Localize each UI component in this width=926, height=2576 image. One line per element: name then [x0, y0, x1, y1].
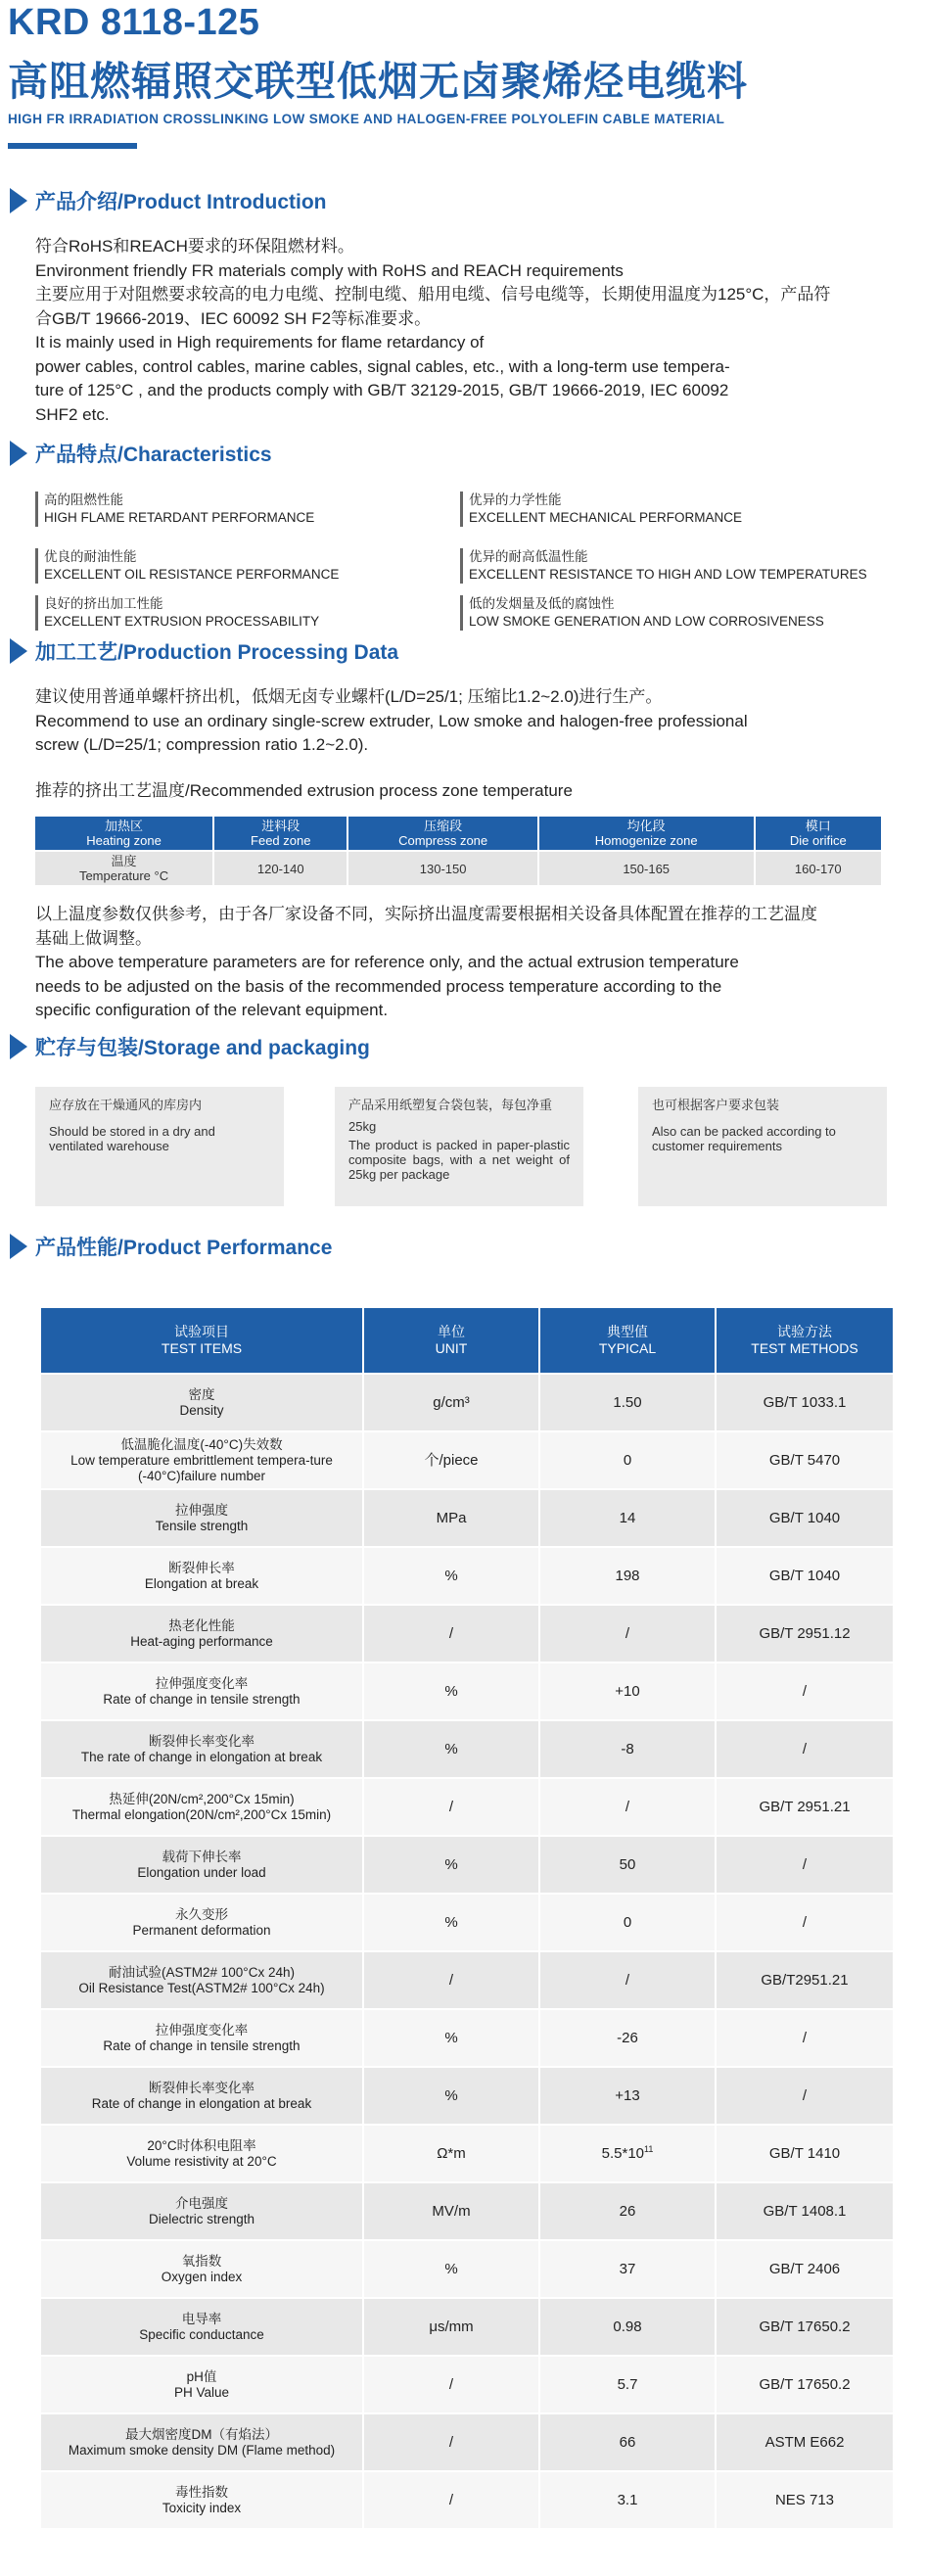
header-cell: 典型值 TYPICAL [539, 1307, 716, 1374]
storage-box: 应存放在干燥通风的库房内 Should be stored in a dry and ventilated warehouse [35, 1087, 284, 1206]
method-cell: NES 713 [716, 2471, 894, 2529]
test-item-cell: 拉伸强度变化率 Rate of change in tensile strength [40, 1663, 363, 1720]
method-cell: GB/T 1408.1 [716, 2182, 894, 2240]
feature-item: 优良的耐油性能 EXCELLENT OIL RESISTANCE PERFORMANCE [35, 548, 455, 584]
intro-line: 合GB/T 19666-2019、IEC 60092 SH F2等标准要求。 [35, 308, 432, 328]
feature-item: 高的阻燃性能 HIGH FLAME RETARDANT PERFORMANCE [35, 492, 455, 527]
typical-cell: 50 [539, 1836, 716, 1894]
table-row [40, 2413, 894, 2471]
section-heading-characteristics: 产品特点/Characteristics [10, 439, 272, 468]
test-item-cell: 最大烟密度DM（有焰法） Maximum smoke density DM (Flame method) [40, 2413, 363, 2471]
test-item-cell: 热延伸(20N/cm²,200°Cx 15min) Thermal elongation(20N/cm²,200°Cx 15min) [40, 1778, 363, 1836]
storage-box: 产品采用纸塑复合袋包装，每包净重25kg The product is packed in paper-plastic composite bags, with a net weight of 25kg per package [335, 1087, 583, 1206]
table-row [40, 1431, 894, 1489]
performance-table [39, 1306, 895, 2530]
unit-cell: % [363, 2240, 539, 2298]
page-title-en: HIGH FR IRRADIATION CROSSLINKING LOW SMOKE AND HALOGEN-FREE POLYOLEFIN CABLE MATERIAL [8, 112, 725, 126]
method-cell: GB/T 2406 [716, 2240, 894, 2298]
test-item-cell: 20°C时体积电阻率 Volume resistivity at 20°C [40, 2125, 363, 2182]
temp-caption: 推荐的挤出工艺温度/Recommended extrusion process zone temperature [35, 781, 573, 800]
method-cell: GB/T 1040 [716, 1489, 894, 1547]
title-underline [8, 143, 137, 149]
table-header-row [34, 816, 882, 851]
typical-cell: -26 [539, 2009, 716, 2067]
test-item-cell: 拉伸强度变化率 Rate of change in tensile strength [40, 2009, 363, 2067]
table-row [40, 1951, 894, 2009]
triangle-bullet-icon [10, 188, 27, 213]
unit-cell: g/cm³ [363, 1374, 539, 1431]
triangle-bullet-icon [10, 1234, 27, 1259]
triangle-bullet-icon [10, 441, 27, 466]
test-item-cell: pH值 PH Value [40, 2356, 363, 2413]
typical-cell: -8 [539, 1720, 716, 1778]
table-row [40, 1894, 894, 1951]
table-row [40, 1374, 894, 1431]
test-item-cell: 断裂伸长率变化率 The rate of change in elongation at break [40, 1720, 363, 1778]
test-item-cell: 断裂伸长率 Elongation at break [40, 1547, 363, 1605]
method-cell: / [716, 1836, 894, 1894]
table-row [40, 2067, 894, 2125]
table-row [40, 2356, 894, 2413]
table-row [40, 1489, 894, 1547]
unit-cell: % [363, 1720, 539, 1778]
table-cell: 150-165 [538, 851, 755, 886]
unit-cell: / [363, 2413, 539, 2471]
test-item-cell: 氧指数 Oxygen index [40, 2240, 363, 2298]
unit-cell: % [363, 1836, 539, 1894]
method-cell: GB/T 1033.1 [716, 1374, 894, 1431]
header-cell: 压缩段 Compress zone [347, 816, 537, 851]
intro-line: Environment friendly FR materials comply with RoHS and REACH requirements [35, 260, 624, 280]
typical-cell: 14 [539, 1489, 716, 1547]
typical-cell: 0.98 [539, 2298, 716, 2356]
test-item-cell: 密度 Density [40, 1374, 363, 1431]
typical-cell: 5.7 [539, 2356, 716, 2413]
method-cell: GB/T 5470 [716, 1431, 894, 1489]
method-cell: ASTM E662 [716, 2413, 894, 2471]
product-code: KRD 8118-125 [8, 2, 260, 43]
typical-cell: 0 [539, 1894, 716, 1951]
test-item-cell: 介电强度 Dielectric strength [40, 2182, 363, 2240]
test-item-cell: 永久变形 Permanent deformation [40, 1894, 363, 1951]
method-cell: GB/T 17650.2 [716, 2298, 894, 2356]
triangle-bullet-icon [10, 638, 27, 664]
processing-text: 建议使用普通单螺杆挤出机，低烟无卤专业螺杆(L/D=25/1; 压缩比1.2~2.0)进行生产。 Recommend to use an ordinary single-screw extruder, Low smoke and halogen-free professional screw (L/D=25/1; compression ratio 1.2~2.0). [35, 687, 748, 754]
typical-cell: / [539, 1778, 716, 1836]
table-row [40, 2009, 894, 2067]
feature-item: 优异的耐高低温性能 EXCELLENT RESISTANCE TO HIGH AND LOW TEMPERATURES [460, 548, 880, 584]
intro-line: power cables, control cables, marine cables, signal cables, etc., with a long-term use tempera- [35, 356, 730, 376]
method-cell: / [716, 1720, 894, 1778]
method-cell: GB/T 1040 [716, 1547, 894, 1605]
processing-note: 以上温度参数仅供参考，由于各厂家设备不同，实际挤出温度需要根据相关设备具体配置在推荐的工艺温度 基础上做调整。 The above temperature parameters are for reference only, and the actual extrusion temperature needs to be adjusted on the basis of the recommended process temperature according to the specific configuration of the relevant equipment. [35, 905, 817, 1019]
page-title-cn: 高阻燃辐照交联型低烟无卤聚烯烃电缆料 [8, 59, 748, 104]
method-cell: GB/T 2951.21 [716, 1778, 894, 1836]
unit-cell: % [363, 2009, 539, 2067]
table-row [40, 1778, 894, 1836]
header-cell: 模口 Die orifice [755, 816, 882, 851]
unit-cell: % [363, 1663, 539, 1720]
table-row [40, 1836, 894, 1894]
typical-cell: 1.50 [539, 1374, 716, 1431]
typical-cell: 198 [539, 1547, 716, 1605]
table-cell: 130-150 [347, 851, 537, 886]
test-item-cell: 毒性指数 Toxicity index [40, 2471, 363, 2529]
table-row [40, 1547, 894, 1605]
unit-cell: % [363, 2067, 539, 2125]
typical-cell: +13 [539, 2067, 716, 2125]
unit-cell: / [363, 1778, 539, 1836]
feature-item: 良好的挤出加工性能 EXCELLENT EXTRUSION PROCESSABILITY [35, 595, 455, 631]
unit-cell: 个/piece [363, 1431, 539, 1489]
test-item-cell: 热老化性能 Heat-aging performance [40, 1605, 363, 1663]
typical-cell: $5.5*10^{11}$ [539, 2125, 716, 2182]
header-cell: 试验项目 TEST ITEMS [40, 1307, 363, 1374]
intro-line: 主要应用于对阻燃要求较高的电力电缆、控制电缆、船用电缆、信号电缆等，长期使用温度为125°C，产品符 [35, 285, 831, 304]
storage-box: 也可根据客户要求包装 Also can be packed according to customer requirements [638, 1087, 887, 1206]
intro-line: ture of 125°C , and the products comply with GB/T 32129-2015, GB/T 19666-2019, IEC 60092 [35, 381, 729, 399]
method-cell: / [716, 2009, 894, 2067]
table-header-row [40, 1307, 894, 1374]
typical-cell: / [539, 1605, 716, 1663]
unit-cell: / [363, 1605, 539, 1663]
section-heading-performance: 产品性能/Product Performance [10, 1232, 332, 1261]
typical-cell: 37 [539, 2240, 716, 2298]
header-cell: 试验方法 TEST METHODS [716, 1307, 894, 1374]
section-heading-storage: 贮存与包装/Storage and packaging [10, 1032, 370, 1061]
section-heading-intro: 产品介绍/Product Introduction [10, 186, 326, 215]
unit-cell: / [363, 2471, 539, 2529]
table-cell: 160-170 [755, 851, 882, 886]
feature-item: 低的发烟量及低的腐蚀性 LOW SMOKE GENERATION AND LOW CORROSIVENESS [460, 595, 880, 631]
header-cell: 单位 UNIT [363, 1307, 539, 1374]
table-row [40, 2298, 894, 2356]
method-cell: GB/T 17650.2 [716, 2356, 894, 2413]
intro-line: 符合RoHS和REACH要求的环保阻燃材料。 [35, 237, 354, 256]
typical-cell: 26 [539, 2182, 716, 2240]
header-cell: 加热区 Heating zone [34, 816, 213, 851]
typical-cell: / [539, 1951, 716, 2009]
unit-cell: MPa [363, 1489, 539, 1547]
test-item-cell: 低温脆化温度(-40°C)失效数 Low temperature embrittlement tempera-ture (-40°C)failure number [40, 1431, 363, 1489]
test-item-cell: 电导率 Specific conductance [40, 2298, 363, 2356]
method-cell: GB/T2951.21 [716, 1951, 894, 2009]
header-cell: 进料段 Feed zone [213, 816, 347, 851]
intro-line: SHF2 etc. [35, 404, 110, 424]
table-row [40, 2182, 894, 2240]
unit-cell: μs/mm [363, 2298, 539, 2356]
unit-cell: % [363, 1547, 539, 1605]
typical-cell: 0 [539, 1431, 716, 1489]
unit-cell: / [363, 2356, 539, 2413]
test-item-cell: 耐油试验(ASTM2# 100°Cx 24h) Oil Resistance Test(ASTM2# 100°Cx 24h) [40, 1951, 363, 2009]
typical-cell: 66 [539, 2413, 716, 2471]
method-cell: / [716, 2067, 894, 2125]
process-temperature-table [33, 815, 883, 887]
unit-cell: Ω*m [363, 2125, 539, 2182]
table-row [40, 1663, 894, 1720]
table-row [40, 2471, 894, 2529]
header-cell: 均化段 Homogenize zone [538, 816, 755, 851]
method-cell: / [716, 1663, 894, 1720]
typical-cell: 3.1 [539, 2471, 716, 2529]
table-row [40, 2240, 894, 2298]
intro-line: It is mainly used in High requirements for flame retardancy of [35, 333, 485, 351]
triangle-bullet-icon [10, 1034, 27, 1059]
table-row [34, 851, 882, 886]
test-item-cell: 断裂伸长率变化率 Rate of change in elongation at break [40, 2067, 363, 2125]
table-row [40, 1605, 894, 1663]
test-item-cell: 载荷下伸长率 Elongation under load [40, 1836, 363, 1894]
table-row [40, 1720, 894, 1778]
method-cell: GB/T 1410 [716, 2125, 894, 2182]
row-label: 温度 Temperature °C [34, 851, 213, 886]
method-cell: / [716, 1894, 894, 1951]
unit-cell: MV/m [363, 2182, 539, 2240]
feature-item: 优异的力学性能 EXCELLENT MECHANICAL PERFORMANCE [460, 492, 880, 527]
unit-cell: / [363, 1951, 539, 2009]
method-cell: GB/T 2951.12 [716, 1605, 894, 1663]
typical-cell: +10 [539, 1663, 716, 1720]
unit-cell: % [363, 1894, 539, 1951]
table-row [40, 2125, 894, 2182]
intro-text [35, 235, 885, 427]
table-cell: 120-140 [213, 851, 347, 886]
test-item-cell: 拉伸强度 Tensile strength [40, 1489, 363, 1547]
section-heading-processing: 加工工艺/Production Processing Data [10, 636, 398, 666]
